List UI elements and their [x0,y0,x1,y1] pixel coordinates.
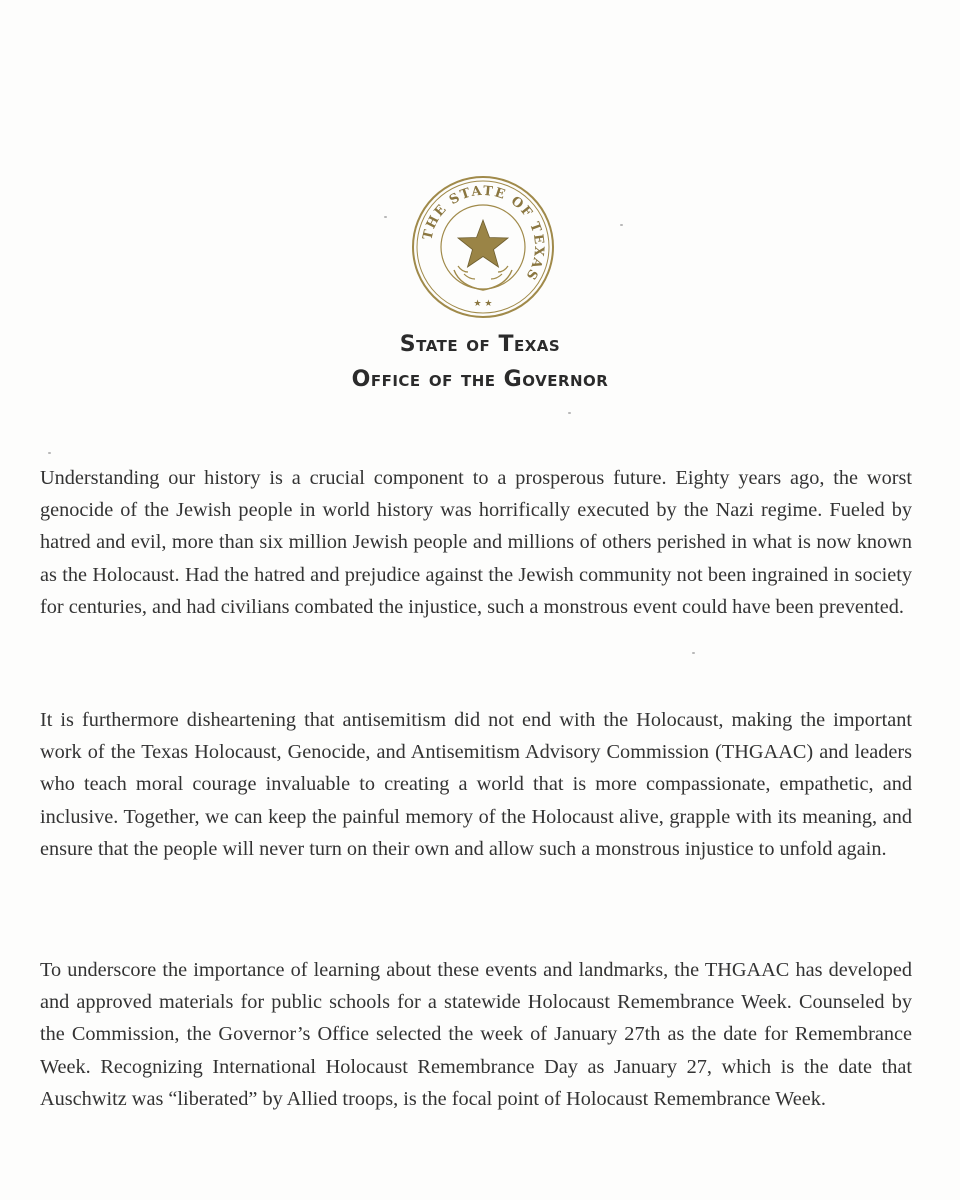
header-state-of-texas: State of Texas [399,332,561,357]
seal-text: THE STATE OF TEXAS [420,183,547,284]
paper-speck [620,224,623,226]
paper-speck [384,216,387,218]
paragraph-3: To underscore the importance of learning about these events and landmarks, the THGAAC has developed and approved materials for public schools for a statewide Holocaust Remembrance Week. Counseled by the Commission, the Governor’s Office selected the week of January 27th as the date for Remembrance Week. Recognizing International Holocaust Remembrance Day as January 27, which is the date that Auschwitz was “liberated” by Allied troops, is the focal point of Holocaust Remembrance Week. [40,959,912,1110]
paper-speck [48,452,51,454]
svg-text:★ ★: ★ ★ [473,299,493,309]
paragraph-1: Understanding our history is a crucial component to a prosperous future. Eighty years ago, the worst genocide of the Jewish people in world history was horrifically executed by the Nazi regime. Fueled by hatred and evil, more than six million Jewish people and millions of others perished in what is now known as the Holocaust. Had the hatred and prejudice against the Jewish community not been ingrained in society for centuries, and had civilians combated the injustice, such a monstrous event could have been prevented. [40,467,912,618]
paragraph-2: It is furthermore disheartening that antisemitism did not end with the Holocaust, making the important work of the Texas Holocaust, Genocide, and Antisemitism Advisory Commission (THGAAC) and leaders who teach moral courage invaluable to creating a world that is more compassionate, empathetic, and inclusive. Together, we can keep the painful memory of the Holocaust alive, grapple with its meaning, and ensure that the people will never turn on their own and allow such a monstrous injustice to unfold again. [40,709,912,860]
paper-speck [568,412,571,414]
header-office-of-governor: Office of the Governor [351,367,609,392]
paper-speck [692,652,695,654]
texas-state-seal-icon [410,174,556,320]
